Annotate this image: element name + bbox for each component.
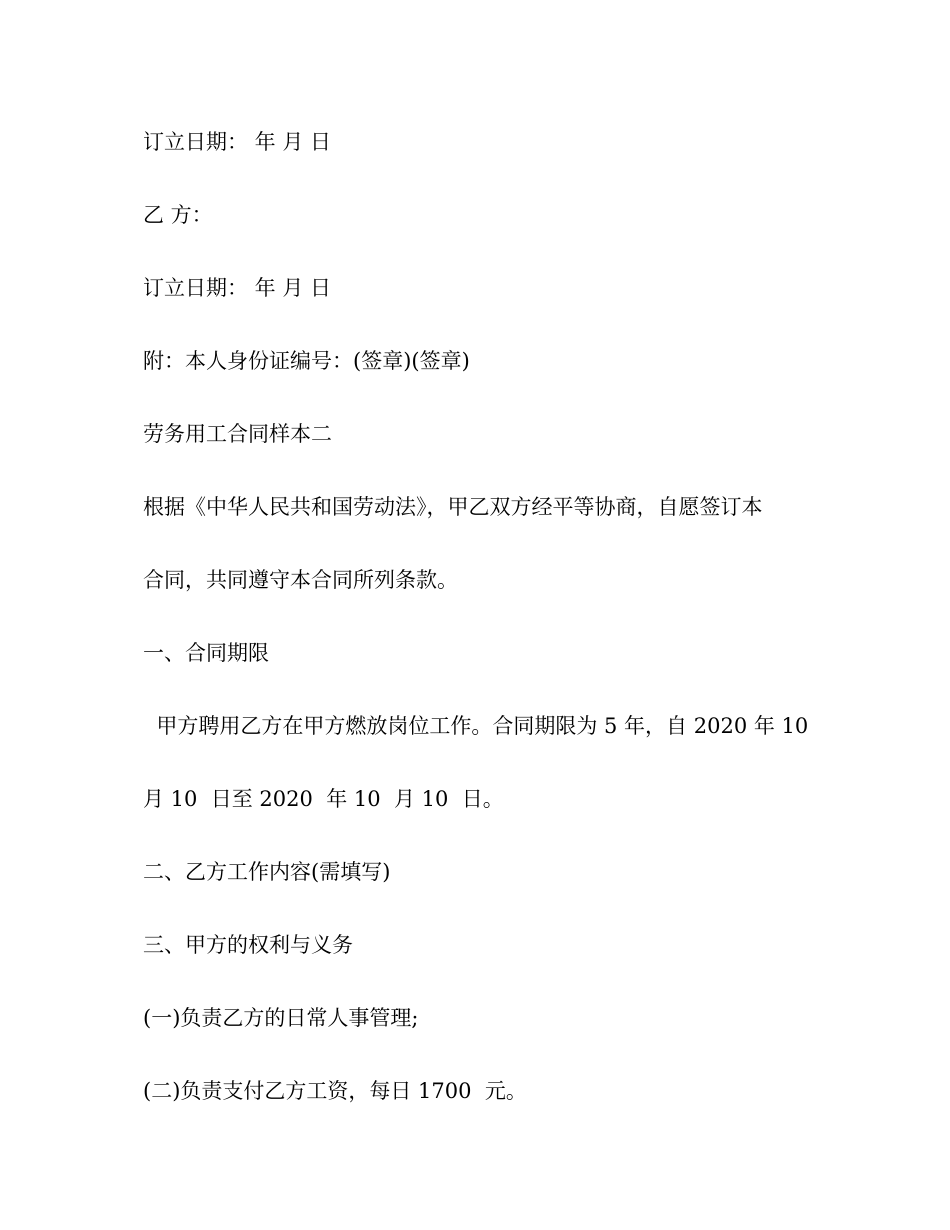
party-a-item-2: (二)负责支付乙方工资，每日 1700 元。 bbox=[143, 1079, 527, 1103]
term-paragraph-line-2: 月 10 日至 2020 年 10 月 10 日。 bbox=[143, 787, 504, 811]
clause-heading-party-a-rights: 三、甲方的权利与义务 bbox=[143, 933, 353, 957]
section-title: 劳务用工合同样本二 bbox=[143, 422, 332, 446]
clause-heading-work-content: 二、乙方工作内容(需填写) bbox=[143, 860, 391, 884]
party-a-item-1: (一)负责乙方的日常人事管理; bbox=[143, 1006, 419, 1030]
clause-heading-term: 一、合同期限 bbox=[143, 641, 269, 665]
sign-date-line-1: 订立日期： 年 月 日 bbox=[143, 130, 332, 154]
intro-paragraph-line-2: 合同，共同遵守本合同所列条款。 bbox=[143, 568, 458, 592]
term-paragraph-line-1: 甲方聘用乙方在甲方燃放岗位工作。合同期限为 5 年，自 2020 年 10 bbox=[143, 714, 809, 738]
intro-paragraph-line-1: 根据《中华人民共和国劳动法》，甲乙双方经平等协商，自愿签订本 bbox=[143, 495, 763, 519]
sign-date-line-2: 订立日期： 年 月 日 bbox=[143, 276, 332, 300]
appendix-id-line: 附：本人身份证编号：(签章)(签章) bbox=[143, 349, 470, 373]
party-b-line: 乙 方： bbox=[143, 203, 213, 227]
